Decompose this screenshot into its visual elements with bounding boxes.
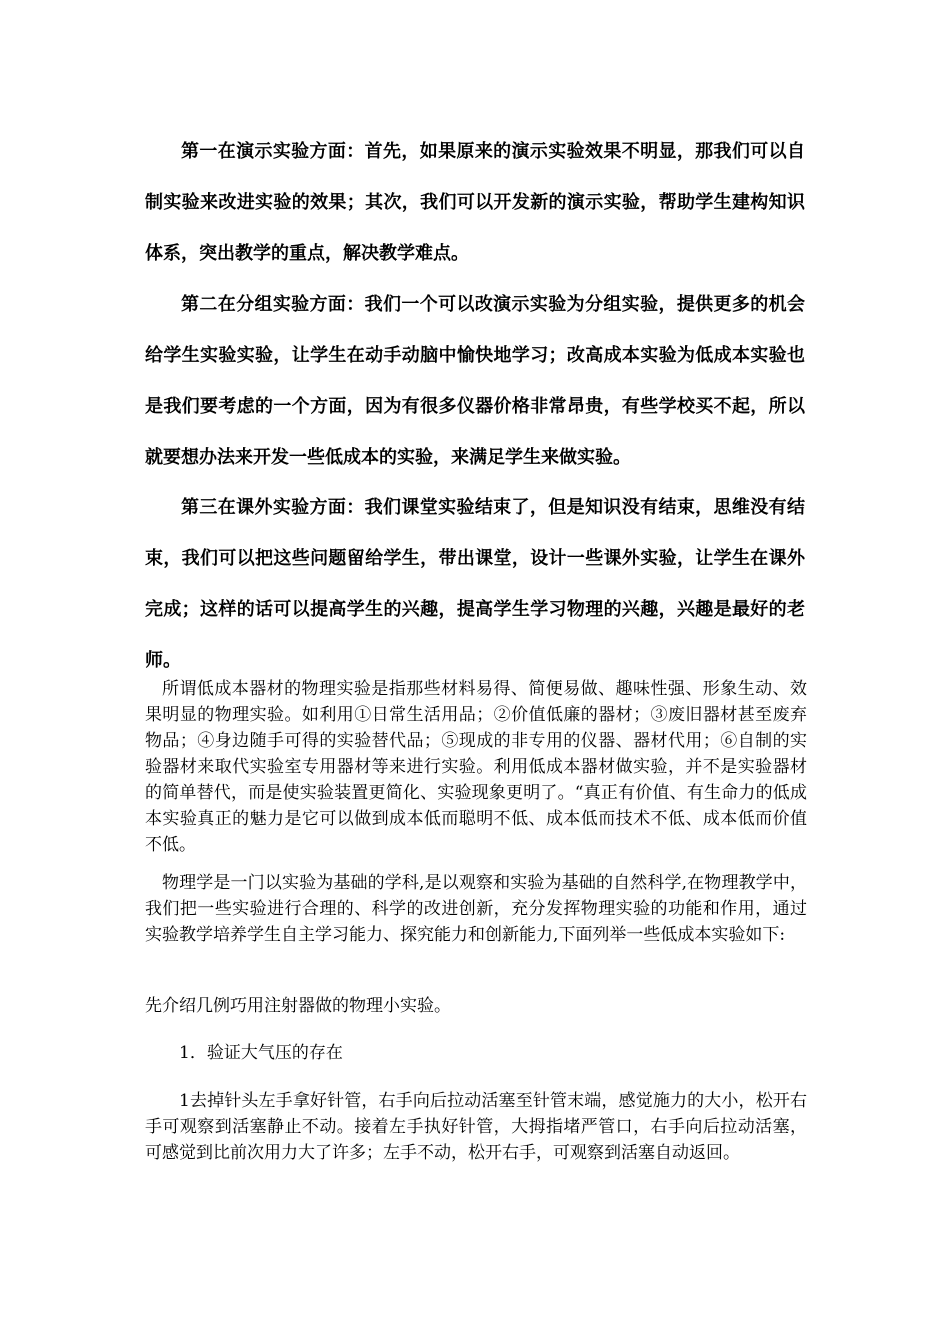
paragraph-demo-experiments: 第一在演示实验方面：首先，如果原来的演示实验效果不明显，那我们可以自制实验来改进实验的效果；其次，我们可以开发新的演示实验，帮助学生建构知识体系，突出教学的重点，解决教学难点。 [145,141,805,264]
paragraph-syringe-procedure: 1去掉针头左手拿好针管，右手向后拉动活塞至针管末端，感觉施力的大小，松开右手可观察到活塞静止不动。接着左手执好针管，大拇指堵严管口，右手向后拉动活塞，可感觉到比前次用力大了许多；左手不动，松开右手，可观察到活塞自动返回。 [145,1091,807,1163]
paragraph-physics-intro: 物理学是一门以实验为基础的学科,是以观察和实验为基础的自然科学,在物理教学中，我们把一些实验进行合理的、科学的改进创新，充分发挥物理实验的功能和作用，通过实验教学培养学生自主学习能力、探究能力和创新能力,下面列举一些低成本实验如下: [145,873,807,945]
paragraph-extracurricular-experiments: 第三在课外实验方面：我们课堂实验结束了，但是知识没有结束，思维没有结束，我们可以把这些问题留给学生，带出课堂，设计一些课外实验，让学生在课外完成；这样的话可以提高学生的兴趣，提高学生学习物理的兴趣，兴趣是最好的老师。 [145,497,805,671]
paragraph-syringe-intro: 先介绍几例巧用注射器做的物理小实验。 [145,996,451,1016]
paragraph-group-experiments: 第二在分组实验方面：我们一个可以改演示实验为分组实验，提供更多的机会给学生实验实验，让学生在动手动脑中愉快地学习；改高成本实验为低成本实验也是我们要考虑的一个方面，因为有很多仪器价格非常昂贵，有些学校买不起，所以就要想办法来开发一些低成本的实验，来满足学生来做实验。 [145,294,805,468]
paragraph-low-cost-definition: 所谓低成本器材的物理实验是指那些材料易得、简便易做、趣味性强、形象生动、效果明显的物理实验。如利用①日常生活用品；②价值低廉的器材；③废旧器材甚至废弃物品；④身边随手可得的实验替代品；⑤现成的非专用的仪器、器材代用；⑥自制的实验器材来取代实验室专用器材等来进行实验。利用低成本器材做实验，并不是实验器材的简单替代，而是使实验装置更简化、实验现象更明了。“真正有价值、有生命力的低成本实验真正的魅力是它可以做到成本低而聪明不低、成本低而技术不低、成本低而价值不低。 [145,679,807,855]
section-heading-atmospheric-pressure: 1．验证大气压的存在 [179,1043,343,1063]
